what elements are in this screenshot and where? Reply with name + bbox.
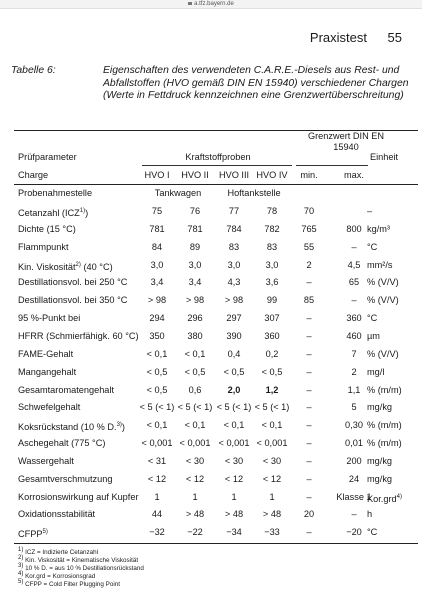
table-bottom-rule [14, 543, 418, 544]
cell-hvo1: 44 [151, 509, 163, 520]
cell-hvo4: > 48 [262, 509, 282, 520]
row-label: Koksrückstand (10 % D.$^{3)}$) [18, 422, 125, 433]
cell-max: 65 [348, 277, 360, 288]
table-row [0, 310, 422, 327]
table-row [0, 506, 422, 523]
row-label: Gesamtaromatengehalt [18, 384, 115, 395]
cell-hvo3: 390 [226, 330, 242, 341]
cell-max: −20 [346, 527, 362, 538]
cell-hvo2: < 0,5 [184, 366, 206, 377]
cell-hvo1: < 0,1 [146, 348, 168, 359]
cell-hvo1: < 0,5 [146, 366, 168, 377]
cell-unit: Kor.grd$^{4)}$ [367, 493, 402, 504]
cell-min: 55 [303, 241, 315, 252]
cell-hvo1: < 31 [147, 455, 167, 466]
cell-hvo4: −33 [264, 527, 280, 538]
cell-hvo4: < 12 [262, 473, 282, 484]
cell-max: 1,1 [347, 384, 361, 395]
cell-hvo4: < 30 [262, 455, 282, 466]
cell-unit: % (m/m) [367, 384, 402, 395]
row-label: Dichte (15 °C) [18, 223, 76, 234]
url-text: a.tfz.bayern.de [194, 1, 234, 7]
cell-min: – [306, 277, 312, 288]
row-label: 95 %-Punkt bei [18, 313, 81, 324]
cell-min: – [306, 438, 312, 449]
row-label: CFPP$^{5)}$ [18, 529, 48, 540]
header-limit-line1: Grenzwert DIN EN [307, 131, 385, 141]
cell-unit: mg/kg [367, 473, 393, 484]
cell-min: – [306, 366, 312, 377]
site-label: Probenahmestelle [18, 188, 93, 198]
row-label: Mangangehalt [18, 366, 77, 377]
row-label: Flammpunkt [18, 241, 69, 252]
row-label: Destillationsvol. bei 350 °C [18, 295, 128, 306]
cell-unit: mm²/s [367, 259, 393, 270]
table-row [0, 346, 422, 363]
col-hvo4: HVO IV [256, 170, 288, 180]
cell-hvo3: 4,3 [227, 277, 241, 288]
footnote: $^{5)}$ CFPP = Cold Filter Plugging Point [18, 579, 121, 589]
cell-hvo1: −32 [149, 527, 165, 538]
cell-hvo3: < 5 (< 1) [216, 402, 252, 413]
table-row [0, 274, 422, 291]
cell-hvo2: 76 [189, 206, 201, 216]
footnote: $^{2)}$ Kin. Viskosität = Kinematische Viskosität [18, 555, 139, 565]
footnote: $^{1)}$ ICZ = Indizierte Cetanzahl [18, 547, 99, 557]
lock-icon [188, 2, 192, 5]
cell-hvo4: 3,0 [265, 259, 279, 270]
cell-max: 0,30 [345, 420, 363, 431]
cell-hvo2: 1 [192, 491, 198, 502]
cell-hvo3: 77 [228, 206, 240, 216]
cell-min: 85 [303, 295, 315, 306]
col-hvo3: HVO III [218, 170, 250, 180]
cell-max: – [351, 295, 357, 306]
cell-hvo2: 89 [189, 241, 201, 252]
row-label: Cetanzahl (ICZ$^{1)}$) [18, 208, 89, 219]
cell-max: 4,5 [347, 259, 361, 270]
cell-min: – [306, 330, 312, 341]
row-label: Schwefelgehalt [18, 402, 81, 413]
cell-hvo2: 296 [187, 313, 203, 324]
cell-hvo4: 99 [266, 295, 278, 306]
cell-min: – [306, 313, 312, 324]
page-number: 55 [387, 30, 402, 45]
cell-hvo4: 0,2 [265, 348, 279, 359]
cell-hvo4: 78 [266, 206, 278, 216]
footnote: $^{4)}$ Kor.grd = Korrosionsgrad [18, 571, 96, 581]
cell-hvo3: 2,0 [227, 384, 241, 395]
row-label: Korrosionswirkung auf Kupfer [18, 491, 139, 502]
header-limit-line2: 15940 [333, 142, 359, 152]
cell-hvo1: 781 [149, 223, 165, 234]
cell-hvo3: < 30 [224, 455, 244, 466]
cell-unit: kg/m³ [367, 223, 390, 234]
cell-hvo3: 297 [226, 313, 242, 324]
cell-max: 460 [346, 330, 362, 341]
cell-hvo1: < 0,1 [146, 420, 168, 431]
row-label: Aschegehalt (775 °C) [18, 438, 106, 449]
cell-hvo4: < 0,1 [261, 420, 283, 431]
cell-hvo3: 784 [226, 223, 242, 234]
col-hvo2: HVO II [181, 170, 209, 180]
cell-hvo1: < 0,001 [141, 438, 173, 449]
charge-row [0, 167, 422, 184]
cell-hvo1: 350 [149, 330, 165, 341]
cell-max: 24 [348, 473, 360, 484]
cell-hvo4: 360 [264, 330, 280, 341]
cell-min: – [306, 527, 312, 538]
table-row [0, 257, 422, 274]
row-label: FAME-Gehalt [18, 348, 74, 359]
cell-hvo1: 3,4 [150, 277, 164, 288]
table-row [0, 203, 422, 220]
cell-hvo2: 0,6 [188, 384, 202, 395]
cell-hvo3: > 98 [224, 295, 244, 306]
cell-min: – [306, 491, 312, 502]
cell-unit: % (V/V) [367, 295, 399, 306]
site-right: Hoftankstelle [227, 188, 281, 198]
cell-hvo4: < 0,001 [256, 438, 288, 449]
table-row [0, 435, 422, 452]
cell-hvo3: > 48 [224, 509, 244, 520]
row-label: HFRR (Schmierfähigk. 60 °C) [18, 330, 139, 341]
cell-hvo2: < 5 (< 1) [177, 402, 213, 413]
cell-hvo3: −34 [226, 527, 242, 538]
cell-unit: % (m/m) [367, 438, 402, 449]
col-min: min. [300, 170, 318, 180]
cell-hvo2: > 48 [185, 509, 205, 520]
cell-hvo2: < 0,001 [179, 438, 211, 449]
cell-unit: °C [367, 313, 378, 324]
cell-max: – [351, 509, 357, 520]
caption-label: Tabelle 6: [11, 65, 56, 76]
cell-unit: mg/kg [367, 402, 393, 413]
col-hvo1: HVO I [144, 170, 170, 180]
cell-unit: % (V/V) [367, 348, 399, 359]
cell-hvo1: 294 [149, 313, 165, 324]
cell-max: 5 [351, 402, 357, 413]
header-group: Kraftstoffproben [185, 152, 251, 162]
cell-min: – [306, 402, 312, 413]
site-row [0, 185, 422, 202]
table-row [0, 364, 422, 381]
cell-hvo2: −22 [187, 527, 203, 538]
cell-hvo2: 380 [187, 330, 203, 341]
row-label: Wassergehalt [18, 455, 74, 466]
cell-hvo2: < 0,1 [184, 348, 206, 359]
cell-hvo4: < 0,5 [261, 366, 283, 377]
cell-hvo3: 3,0 [227, 259, 241, 270]
cell-hvo1: < 12 [147, 473, 167, 484]
cell-unit: °C [367, 241, 378, 252]
group-rule [142, 165, 292, 166]
row-label: Destillationsvol. bei 250 °C [18, 277, 128, 288]
cell-hvo2: 781 [187, 223, 203, 234]
row-label: Kin. Viskosität$^{2)}$ (40 °C) [18, 261, 113, 272]
cell-max: 0,01 [345, 438, 363, 449]
cell-max: Klasse 1 [336, 491, 372, 502]
cell-hvo4: 3,6 [265, 277, 279, 288]
table-row [0, 453, 422, 470]
cell-hvo1: 75 [151, 206, 163, 216]
cell-min: – [306, 384, 312, 395]
cell-hvo3: 0,4 [227, 348, 241, 359]
header-unit: Einheit [370, 152, 399, 162]
footnote: $^{3)}$ 10 % D. = aus 10 % Destillationsrückstand [18, 563, 144, 573]
cell-hvo3: 83 [228, 241, 240, 252]
cell-min: 2 [306, 259, 312, 270]
cell-hvo4: 1,2 [265, 384, 279, 395]
cell-hvo2: < 30 [185, 455, 205, 466]
cell-hvo2: 3,0 [188, 259, 202, 270]
table-row [0, 239, 422, 256]
cell-hvo2: < 0,1 [184, 420, 206, 431]
browser-url-bar[interactable] [0, 0, 422, 9]
col-max: max. [344, 170, 364, 180]
page-header [0, 30, 422, 46]
cell-hvo4: 782 [264, 223, 280, 234]
cell-hvo3: < 0,1 [223, 420, 245, 431]
cell-hvo4: 83 [266, 241, 278, 252]
cell-max: – [351, 241, 357, 252]
cell-hvo3: < 0,5 [223, 366, 245, 377]
cell-min: 20 [303, 509, 315, 520]
cell-hvo1: < 5 (< 1) [139, 402, 175, 413]
cell-unit: h [367, 509, 373, 520]
cell-hvo2: < 12 [185, 473, 205, 484]
table-row [0, 328, 422, 345]
table-row [0, 382, 422, 399]
cell-min: – [306, 348, 312, 359]
cell-hvo1: 1 [154, 491, 160, 502]
cell-hvo3: 1 [231, 491, 237, 502]
site-left: Tankwagen [154, 188, 202, 198]
cell-hvo2: 3,4 [188, 277, 202, 288]
cell-min: – [306, 455, 312, 466]
cell-hvo1: 3,0 [150, 259, 164, 270]
cell-max: 200 [346, 455, 362, 466]
cell-hvo2: > 98 [185, 295, 205, 306]
table-row [0, 221, 422, 238]
cell-unit: mg/l [367, 366, 385, 377]
table-row [0, 417, 422, 434]
row-label: Gesamtverschmutzung [18, 473, 113, 484]
cell-min: 70 [303, 206, 315, 216]
cell-max: 800 [346, 223, 362, 234]
cell-hvo4: 307 [264, 313, 280, 324]
cell-unit: °C [367, 527, 378, 538]
table-row [0, 399, 422, 416]
header-param: Prüfparameter [18, 152, 77, 162]
cell-unit: – [367, 206, 373, 216]
cell-max: 360 [346, 313, 362, 324]
cell-hvo1: > 98 [147, 295, 167, 306]
cell-hvo4: < 5 (< 1) [254, 402, 290, 413]
limit-rule [296, 165, 368, 166]
cell-hvo1: < 0,5 [146, 384, 168, 395]
caption-text: Eigenschaften des verwendeten C.A.R.E.-Diesels aus Rest- und Abfallstoffen (HVO gemäß DIN EN 15940) verschiedener Chargen (Werte in Fettdruck kennzeichnen eine Grenzwertüberschreitung) [103, 65, 409, 102]
cell-min: – [306, 420, 312, 431]
cell-hvo1: 84 [151, 241, 163, 252]
cell-min: – [306, 473, 312, 484]
charge-label: Charge [18, 170, 49, 180]
cell-unit: % (m/m) [367, 420, 402, 431]
cell-max: 7 [351, 348, 357, 359]
table-row [0, 292, 422, 309]
page-title: Praxistest [309, 30, 367, 45]
cell-hvo3: < 12 [224, 473, 244, 484]
table-row [0, 524, 422, 541]
row-label: Oxidationsstabilität [18, 509, 96, 520]
cell-unit: µm [367, 330, 380, 341]
cell-unit: mg/kg [367, 455, 393, 466]
table-row [0, 471, 422, 488]
cell-hvo4: 1 [269, 491, 275, 502]
cell-hvo3: < 0,001 [218, 438, 250, 449]
table-row [0, 489, 422, 506]
cell-min: 765 [301, 223, 317, 234]
cell-unit: % (V/V) [367, 277, 399, 288]
cell-max: 2 [351, 366, 357, 377]
